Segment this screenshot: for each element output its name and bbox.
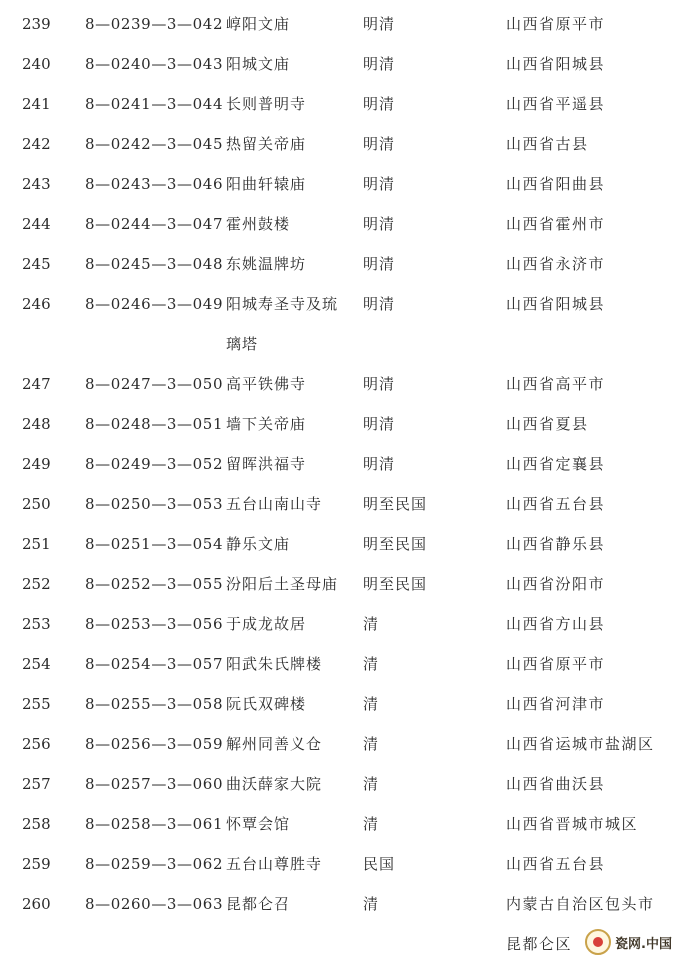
row-location: 山西省阳城县	[506, 55, 606, 73]
row-name: 墙下关帝庙	[226, 415, 307, 433]
table-row	[0, 644, 680, 684]
row-era: 清	[363, 615, 380, 633]
row-name: 阳曲轩辕庙	[226, 175, 307, 193]
row-name: 五台山尊胜寺	[226, 855, 323, 873]
row-location: 山西省阳城县	[506, 295, 606, 313]
row-number: 253	[22, 615, 51, 633]
row-name: 阳城文庙	[226, 55, 291, 73]
row-name: 崞阳文庙	[226, 15, 291, 33]
table-row	[0, 484, 680, 524]
row-code: 8—0258—3—061	[85, 815, 224, 833]
row-name: 高平铁佛寺	[226, 375, 307, 393]
row-name: 解州同善义仓	[226, 735, 323, 753]
row-location: 山西省原平市	[506, 655, 606, 673]
row-code: 8—0249—3—052	[85, 455, 224, 473]
row-code: 8—0245—3—048	[85, 255, 224, 273]
table-row	[0, 84, 680, 124]
table-row	[0, 444, 680, 484]
row-location: 山西省汾阳市	[506, 575, 606, 593]
row-era: 明至民国	[363, 495, 428, 513]
row-name: 阳武朱氏牌楼	[226, 655, 323, 673]
row-location: 山西省运城市盐湖区	[506, 735, 655, 753]
site-watermark	[585, 929, 672, 955]
row-number: 244	[22, 215, 51, 233]
table-row	[0, 44, 680, 84]
row-location: 山西省曲沃县	[506, 775, 606, 793]
row-number: 248	[22, 415, 51, 433]
table-row	[0, 804, 680, 844]
row-code: 8—0246—3—049	[85, 295, 224, 313]
row-number: 243	[22, 175, 51, 193]
table-row	[0, 164, 680, 204]
row-name: 阮氏双碑楼	[226, 695, 307, 713]
table-row	[0, 124, 680, 164]
row-number: 250	[22, 495, 51, 513]
row-location: 山西省五台县	[506, 495, 606, 513]
row-era: 明至民国	[363, 575, 428, 593]
row-era: 明清	[363, 375, 396, 393]
row-era: 明清	[363, 55, 396, 73]
row-number: 254	[22, 655, 51, 673]
row-era: 民国	[363, 855, 396, 873]
row-code: 8—0242—3—045	[85, 135, 224, 153]
row-number: 260	[22, 895, 51, 913]
row-code: 8—0253—3—056	[85, 615, 224, 633]
row-name: 汾阳后土圣母庙	[226, 575, 339, 593]
table-row	[0, 564, 680, 604]
row-name: 昆都仑召	[226, 895, 291, 913]
row-code: 8—0259—3—062	[85, 855, 224, 873]
table-row	[0, 4, 680, 44]
row-era: 明清	[363, 175, 396, 193]
row-location: 山西省原平市	[506, 15, 606, 33]
table-row	[0, 724, 680, 764]
row-number: 249	[22, 455, 51, 473]
row-number: 252	[22, 575, 51, 593]
row-location: 山西省河津市	[506, 695, 606, 713]
row-location: 山西省永济市	[506, 255, 606, 273]
row-location: 山西省定襄县	[506, 455, 606, 473]
row-location: 内蒙古自治区包头市昆都仑区	[506, 895, 655, 953]
row-name: 怀覃会馆	[226, 815, 291, 833]
row-number: 251	[22, 535, 51, 553]
row-era: 明清	[363, 135, 396, 153]
row-number: 259	[22, 855, 51, 873]
row-code: 8—0239—3—042	[85, 15, 224, 33]
row-code: 8—0256—3—059	[85, 735, 224, 753]
row-name: 霍州鼓楼	[226, 215, 291, 233]
row-era: 明清	[363, 15, 396, 33]
watermark-text: 瓷网.中国	[615, 936, 672, 952]
row-code: 8—0252—3—055	[85, 575, 224, 593]
table-row	[0, 604, 680, 644]
row-number: 241	[22, 95, 51, 113]
row-era: 明清	[363, 455, 396, 473]
row-number: 242	[22, 135, 51, 153]
row-name: 留晖洪福寺	[226, 455, 307, 473]
row-name: 阳城寿圣寺及琉璃塔	[226, 295, 339, 353]
watermark-logo-icon	[585, 929, 611, 955]
table-row	[0, 364, 680, 404]
row-number: 239	[22, 15, 51, 33]
table-row	[0, 404, 680, 444]
row-name: 热留关帝庙	[226, 135, 307, 153]
row-number: 246	[22, 295, 51, 313]
row-name: 东姚温牌坊	[226, 255, 307, 273]
row-code: 8—0251—3—054	[85, 535, 224, 553]
row-location: 山西省夏县	[506, 415, 589, 433]
row-era: 清	[363, 815, 380, 833]
row-code: 8—0248—3—051	[85, 415, 224, 433]
row-number: 257	[22, 775, 51, 793]
row-code: 8—0241—3—044	[85, 95, 224, 113]
row-number: 245	[22, 255, 51, 273]
row-code: 8—0243—3—046	[85, 175, 224, 193]
row-code: 8—0250—3—053	[85, 495, 224, 513]
row-code: 8—0260—3—063	[85, 895, 224, 913]
row-code: 8—0254—3—057	[85, 655, 224, 673]
row-number: 240	[22, 55, 51, 73]
row-number: 255	[22, 695, 51, 713]
row-era: 清	[363, 775, 380, 793]
table-row	[0, 204, 680, 244]
table-row	[0, 684, 680, 724]
row-code: 8—0247—3—050	[85, 375, 224, 393]
row-code: 8—0255—3—058	[85, 695, 224, 713]
row-location: 山西省晋城市城区	[506, 815, 639, 833]
row-code: 8—0244—3—047	[85, 215, 224, 233]
row-location: 山西省霍州市	[506, 215, 606, 233]
table-row	[0, 524, 680, 564]
row-era: 明清	[363, 295, 396, 313]
row-location: 山西省阳曲县	[506, 175, 606, 193]
row-location: 山西省古县	[506, 135, 589, 153]
row-name: 静乐文庙	[226, 535, 291, 553]
row-location: 山西省方山县	[506, 615, 606, 633]
row-era: 明清	[363, 215, 396, 233]
table-row	[0, 284, 680, 353]
table-row	[0, 764, 680, 804]
row-location: 山西省五台县	[506, 855, 606, 873]
row-name: 于成龙故居	[226, 615, 307, 633]
row-name: 曲沃薛家大院	[226, 775, 323, 793]
row-name: 长则普明寺	[226, 95, 307, 113]
row-number: 258	[22, 815, 51, 833]
row-location: 山西省平遥县	[506, 95, 606, 113]
row-era: 清	[363, 895, 380, 913]
row-code: 8—0257—3—060	[85, 775, 224, 793]
table-row	[0, 244, 680, 284]
row-era: 明清	[363, 95, 396, 113]
row-number: 247	[22, 375, 51, 393]
row-era: 清	[363, 695, 380, 713]
row-code: 8—0240—3—043	[85, 55, 224, 73]
row-era: 明至民国	[363, 535, 428, 553]
row-era: 明清	[363, 255, 396, 273]
row-era: 清	[363, 655, 380, 673]
row-number: 256	[22, 735, 51, 753]
row-era: 明清	[363, 415, 396, 433]
row-location: 山西省静乐县	[506, 535, 606, 553]
table-row	[0, 844, 680, 884]
row-location: 山西省高平市	[506, 375, 606, 393]
row-name: 五台山南山寺	[226, 495, 323, 513]
row-era: 清	[363, 735, 380, 753]
